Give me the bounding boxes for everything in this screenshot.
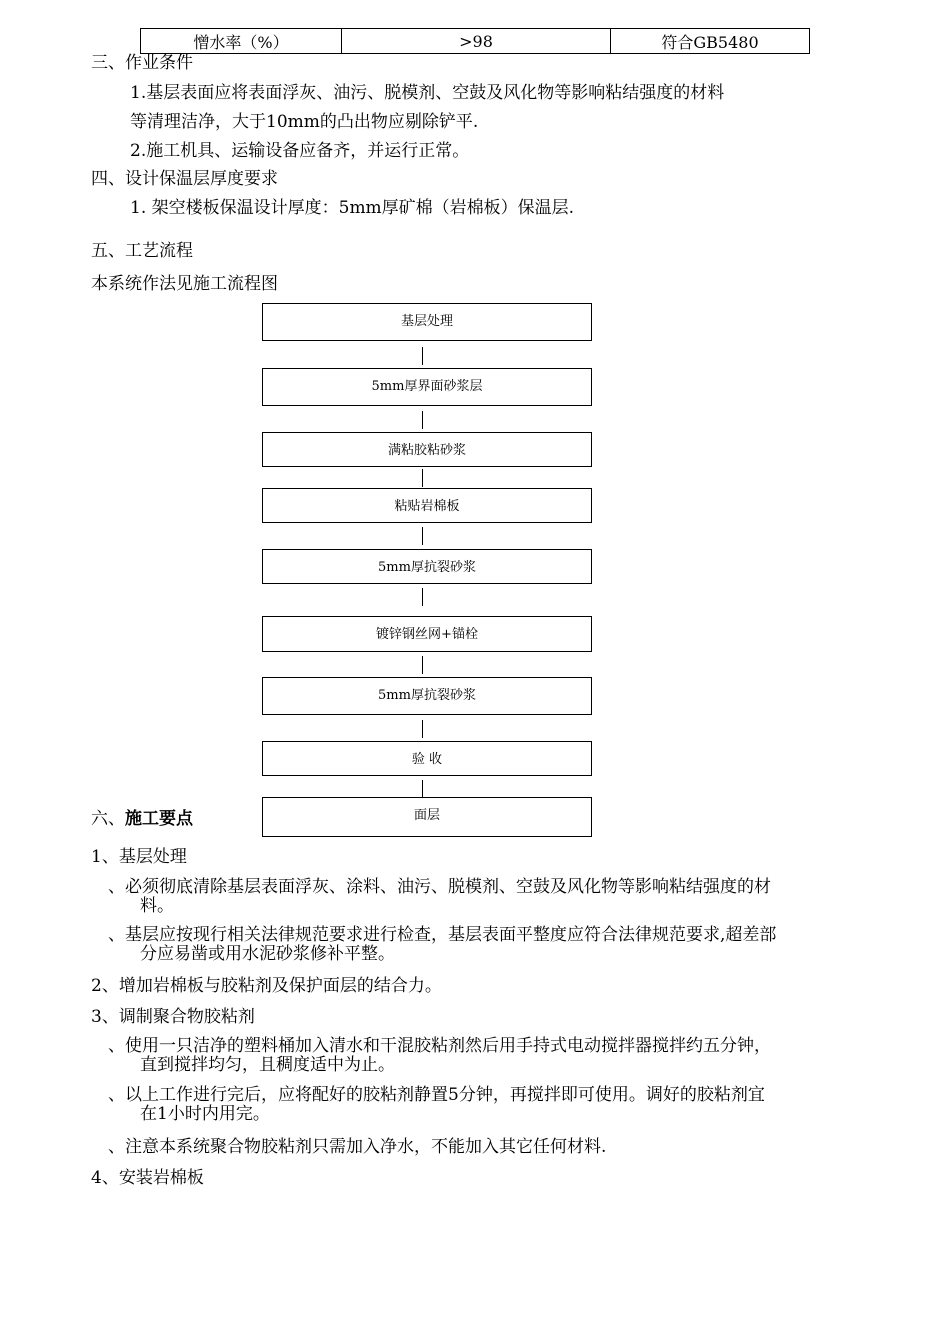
bullet-1-line-2: 料。	[140, 896, 174, 916]
bullet-1	[108, 878, 771, 916]
flow-step-base-treatment: 基层处理	[262, 303, 592, 341]
flow-connector	[422, 588, 423, 606]
flow-step-steel-mesh-anchor: 镀锌钢丝网+锚栓	[262, 616, 592, 652]
flow-step-adhesive-mortar: 满粘胶粘砂浆	[262, 432, 592, 467]
bullet-3-line-2: 直到搅拌均匀，且稠度适中为止。	[140, 1055, 395, 1075]
section-6-heading-prefix: 六、	[91, 809, 125, 829]
flow-step-rockwool-board: 粘贴岩棉板	[262, 488, 592, 523]
bullet-1-line-1: 、必须彻底清除基层表面浮灰、涂料、油污、脱模剂、空鼓及风化物等影响粘结强度的材	[108, 877, 771, 897]
section-3-heading: 三、作业条件	[91, 53, 193, 73]
point-2-title: 2、增加岩棉板与胶粘剂及保护面层的结合力。	[91, 976, 442, 996]
point-4-title: 4、安装岩棉板	[91, 1168, 204, 1188]
point-3-title: 3、调制聚合物胶粘剂	[91, 1007, 255, 1027]
flow-step-anticrack-mortar-1: 5mm厚抗裂砂浆	[262, 549, 592, 584]
section-3-item-1-line-2: 等清理洁净，大于10mm的凸出物应剔除铲平.	[130, 112, 479, 132]
bullet-3-line-1: 、使用一只洁净的塑料桶加入清水和干混胶粘剂然后用手持式电动搅拌器搅拌约五分钟，	[108, 1036, 771, 1056]
table-cell-standard: 符合GB5480	[611, 29, 810, 54]
section-3-item-2: 2.施工机具、运输设备应备齐，并运行正常。	[130, 141, 470, 161]
table-row	[141, 29, 810, 54]
bullet-5-line-1: 、注意本系统聚合物胶粘剂只需加入净水，不能加入其它任何材料.	[108, 1137, 607, 1157]
bullet-4	[108, 1086, 765, 1124]
bullet-4-line-2: 在1小时内用完。	[140, 1104, 270, 1124]
flow-connector	[422, 780, 423, 798]
bullet-2-line-1: 、基层应按现行相关法律规范要求进行检查，基层表面平整度应符合法律规范要求,超差部	[108, 925, 777, 945]
bullet-4-line-1: 、以上工作进行完后，应将配好的胶粘剂静置5分钟，再搅拌即可使用。调好的胶粘剂宜	[108, 1085, 765, 1105]
bullet-2-line-2: 分应易凿或用水泥砂浆修补平整。	[140, 944, 395, 964]
section-4-item-1: 1. 架空楼板保温设计厚度：5mm厚矿棉（岩棉板）保温层.	[130, 198, 575, 218]
flow-step-anticrack-mortar-2: 5mm厚抗裂砂浆	[262, 677, 592, 715]
flow-step-acceptance: 验 收	[262, 741, 592, 776]
section-6-heading-title: 施工要点	[125, 809, 193, 829]
flow-connector	[422, 469, 423, 487]
flow-connector	[422, 411, 423, 429]
section-4-heading: 四、设计保温层厚度要求	[91, 169, 278, 189]
flow-connector	[422, 347, 423, 365]
point-1-title: 1、基层处理	[91, 847, 187, 867]
section-6-heading	[91, 808, 193, 830]
flow-step-finish-layer: 面层	[262, 797, 592, 837]
bullet-3	[108, 1037, 771, 1075]
flow-connector	[422, 720, 423, 738]
bullet-2	[108, 926, 776, 964]
table-cell-value: >98	[342, 29, 611, 54]
flow-connector	[422, 656, 423, 674]
bullet-5	[108, 1138, 606, 1157]
property-table	[140, 28, 810, 54]
section-3-item-1-line-1: 1.基层表面应将表面浮灰、油污、脱模剂、空鼓及风化物等影响粘结强度的材料	[130, 83, 725, 103]
flow-connector	[422, 527, 423, 545]
table-cell-property: 憎水率（%）	[141, 29, 342, 54]
flow-step-interface-mortar: 5mm厚界面砂浆层	[262, 368, 592, 406]
section-5-intro: 本系统作法见施工流程图	[91, 274, 278, 294]
section-5-heading: 五、工艺流程	[91, 241, 193, 261]
